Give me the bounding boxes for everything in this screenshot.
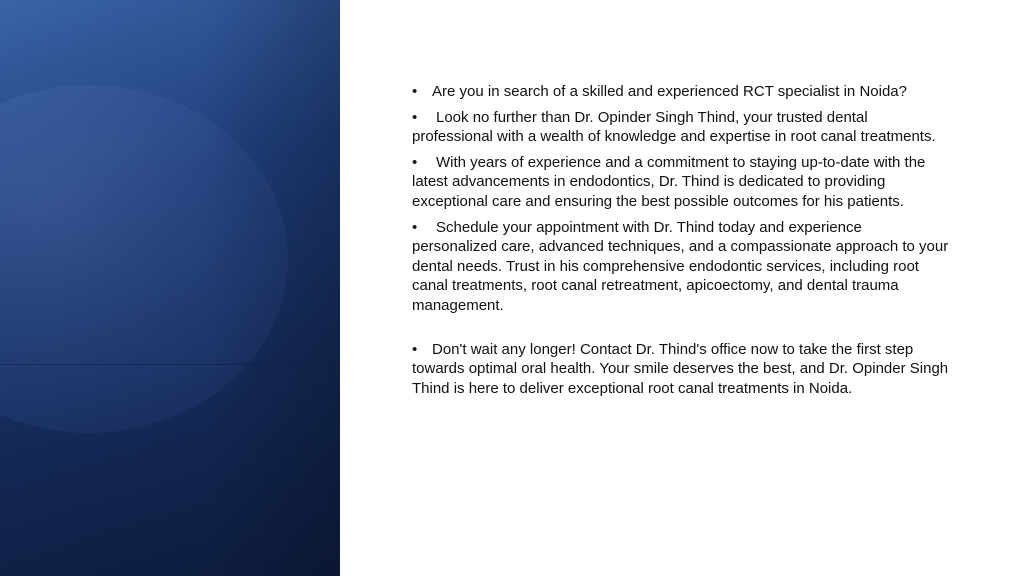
bullet-marker: •	[412, 108, 418, 126]
bullet-list	[412, 82, 950, 404]
bullet-item-2	[412, 108, 950, 147]
panel-lower-band	[0, 365, 340, 576]
bullet-text: Are you in search of a skilled and experienced RCT specialist in Noida?	[432, 83, 907, 100]
bullet-marker: •	[412, 83, 418, 100]
bullet-marker: •	[412, 218, 418, 236]
bullet-item-3	[412, 153, 950, 212]
bullet-item-1	[412, 82, 950, 102]
bullet-text: Don't wait any longer! Contact Dr. Thind's office now to take the first step towards optimal oral health. Your smile deserves the best, and Dr. Opinder Singh Thind is here to deliver exceptional root canal treatments in Noida.	[412, 340, 949, 397]
bullet-text: With years of experience and a commitment to staying up-to-date with the latest advancements in endodontics, Dr. Thind is dedicated to providing exceptional care and ensuring the best possible outcomes for his patients.	[412, 153, 926, 210]
bullet-marker: •	[412, 340, 418, 358]
bullet-marker: •	[412, 153, 418, 171]
bullet-item-4	[412, 218, 950, 316]
bullet-text: Look no further than Dr. Opinder Singh Thind, your trusted dental professional with a wealth of knowledge and expertise in root canal treatments.	[412, 108, 936, 146]
bullet-item-5	[412, 340, 950, 399]
bullet-text: Schedule your appointment with Dr. Thind today and experience personalized care, advanced techniques, and a compassionate approach to your dental needs. Trust in his comprehensive endodontic services, including root canal treatments, root canal retreatment, apicoectomy, and dental trauma management.	[412, 218, 949, 314]
decorative-side-panel	[0, 0, 340, 576]
panel-divider	[0, 364, 340, 365]
